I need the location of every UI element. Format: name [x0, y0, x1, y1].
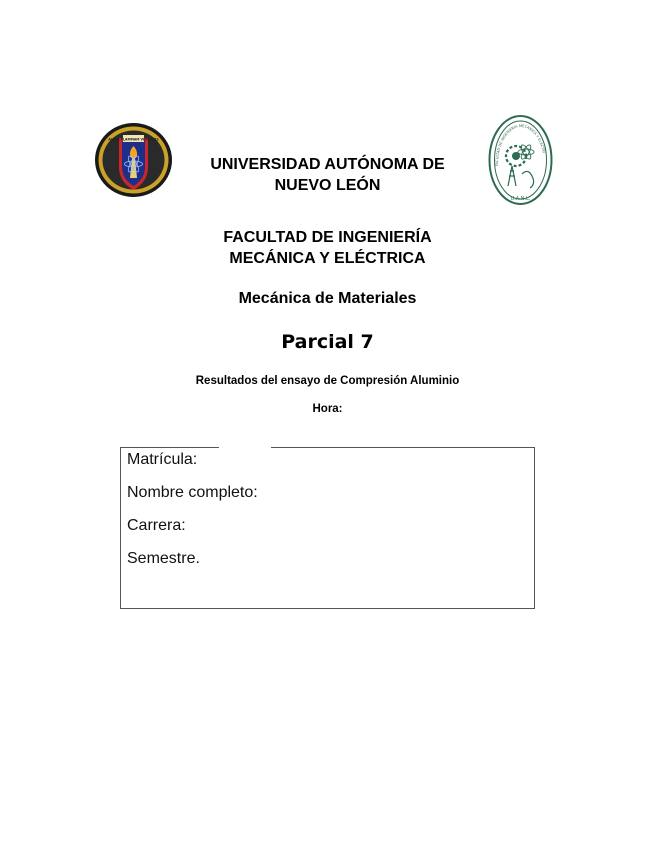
subject-title: Mecánica de Materiales: [238, 290, 417, 307]
field-matricula: Matrícula:: [127, 451, 198, 468]
faculty-title: [0, 227, 655, 269]
test-description: Resultados del ensayo de Compresión Aluminio: [195, 375, 460, 387]
university-title: [0, 154, 655, 196]
field-nombre-completo: Nombre completo:: [127, 484, 258, 501]
field-carrera: Carrera:: [127, 517, 186, 534]
faculty-title-line2: MECÁNICA Y ELÉCTRICA: [229, 250, 426, 267]
time-label: Hora:: [312, 403, 343, 415]
border-gap: [219, 446, 271, 450]
fime-seal-text: FACULTAD DE INGENIERIA MECANICA Y ELECTRI: [494, 123, 546, 167]
university-title-line1: UNIVERSIDAD AUTÓNOMA DE: [210, 156, 445, 173]
uanl-motto: ALERE FLAMMAM VERITATIS: [108, 137, 159, 142]
exam-title: Parcial 7: [281, 331, 374, 353]
faculty-title-line1: FACULTAD DE INGENIERÍA: [223, 229, 432, 246]
fime-seal-bottom-text: U.A.N.L.: [510, 196, 531, 202]
field-semestre: Semestre.: [127, 550, 200, 567]
university-title-line2: NUEVO LEÓN: [274, 177, 381, 194]
student-info-box: [120, 447, 535, 609]
